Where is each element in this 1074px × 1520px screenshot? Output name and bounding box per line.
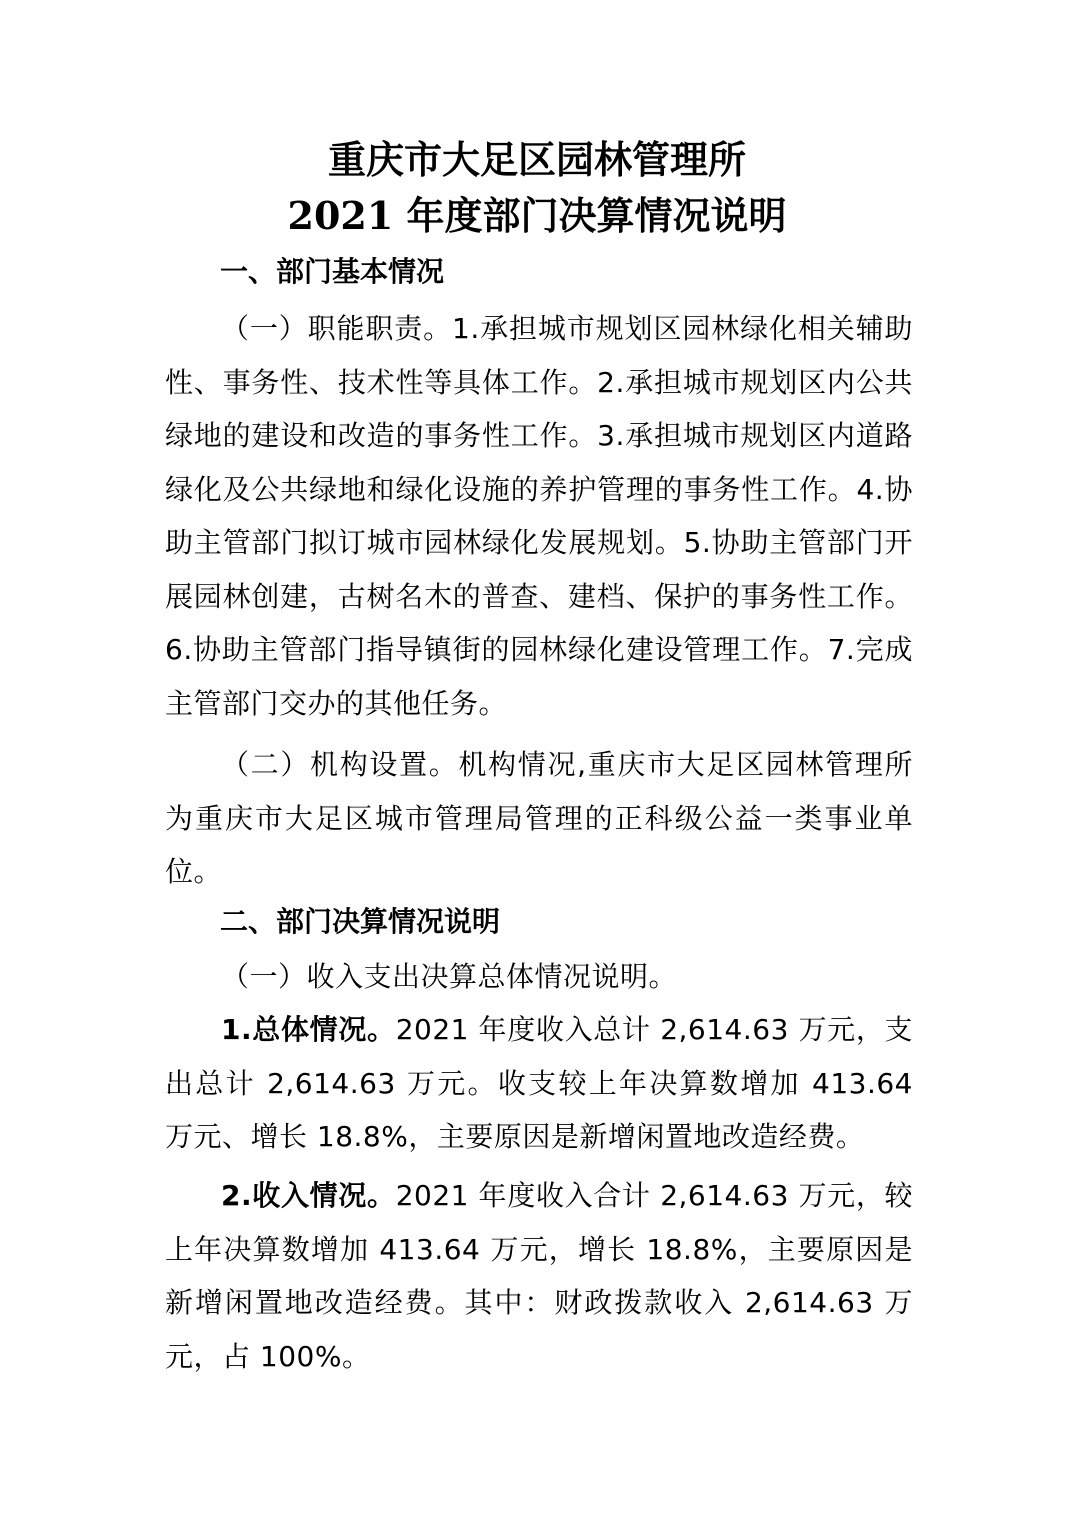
overall-situation-lead: 1.总体情况。 xyxy=(221,1013,396,1046)
overall-situation-paragraph xyxy=(165,1003,913,1164)
document-title-line2: 2021 年度部门决算情况说明 xyxy=(287,193,787,238)
section1-organization-paragraph: （二）机构设置。机构情况,重庆市大足区园林管理所为重庆市大足区城市管理局管理的正科级公益一类事业单位。 xyxy=(165,748,913,888)
section2-subheading: （一）收入支出决算总体情况说明。 xyxy=(221,960,678,993)
section1-functions-paragraph: （一）职能职责。1.承担城市规划区园林绿化相关辅助性、事务性、技术性等具体工作。2.承担城市规划区内公共绿地的建设和改造的事务性工作。3.承担城市规划区内道路绿化及公共绿地和绿化设施的养护管理的事务性工作。4.协助主管部门拟订城市园林绿化发展规划。5.协助主管部门开展园林创建，古树名木的普查、建档、保护的事务性工作。6.协助主管部门指导镇街的园林绿化建设管理工作。7.完成主管部门交办的其他任务。 xyxy=(165,312,913,720)
section2-heading: 二、部门决算情况说明 xyxy=(220,905,501,938)
income-situation-lead: 2.收入情况。 xyxy=(221,1179,396,1212)
document-title-line1: 重庆市大足区园林管理所 xyxy=(327,137,746,182)
overall-situation-text: 2021 年度收入总计 2,614.63 万元，支出总计 2,614.63 万元。收支较上年决算数增加 413.64 万元、增长 18.8%，主要原因是新增闲置地改造经费。 xyxy=(165,1013,913,1153)
income-situation-paragraph xyxy=(165,1169,913,1383)
income-situation-text: 2021 年度收入合计 2,614.63 万元，较上年决算数增加 413.64 万元，增长 18.8%，主要原因是新增闲置地改造经费。其中：财政拨款收入 2,614.63 万元，占 100%。 xyxy=(165,1179,913,1373)
section1-heading: 一、部门基本情况 xyxy=(220,255,445,288)
